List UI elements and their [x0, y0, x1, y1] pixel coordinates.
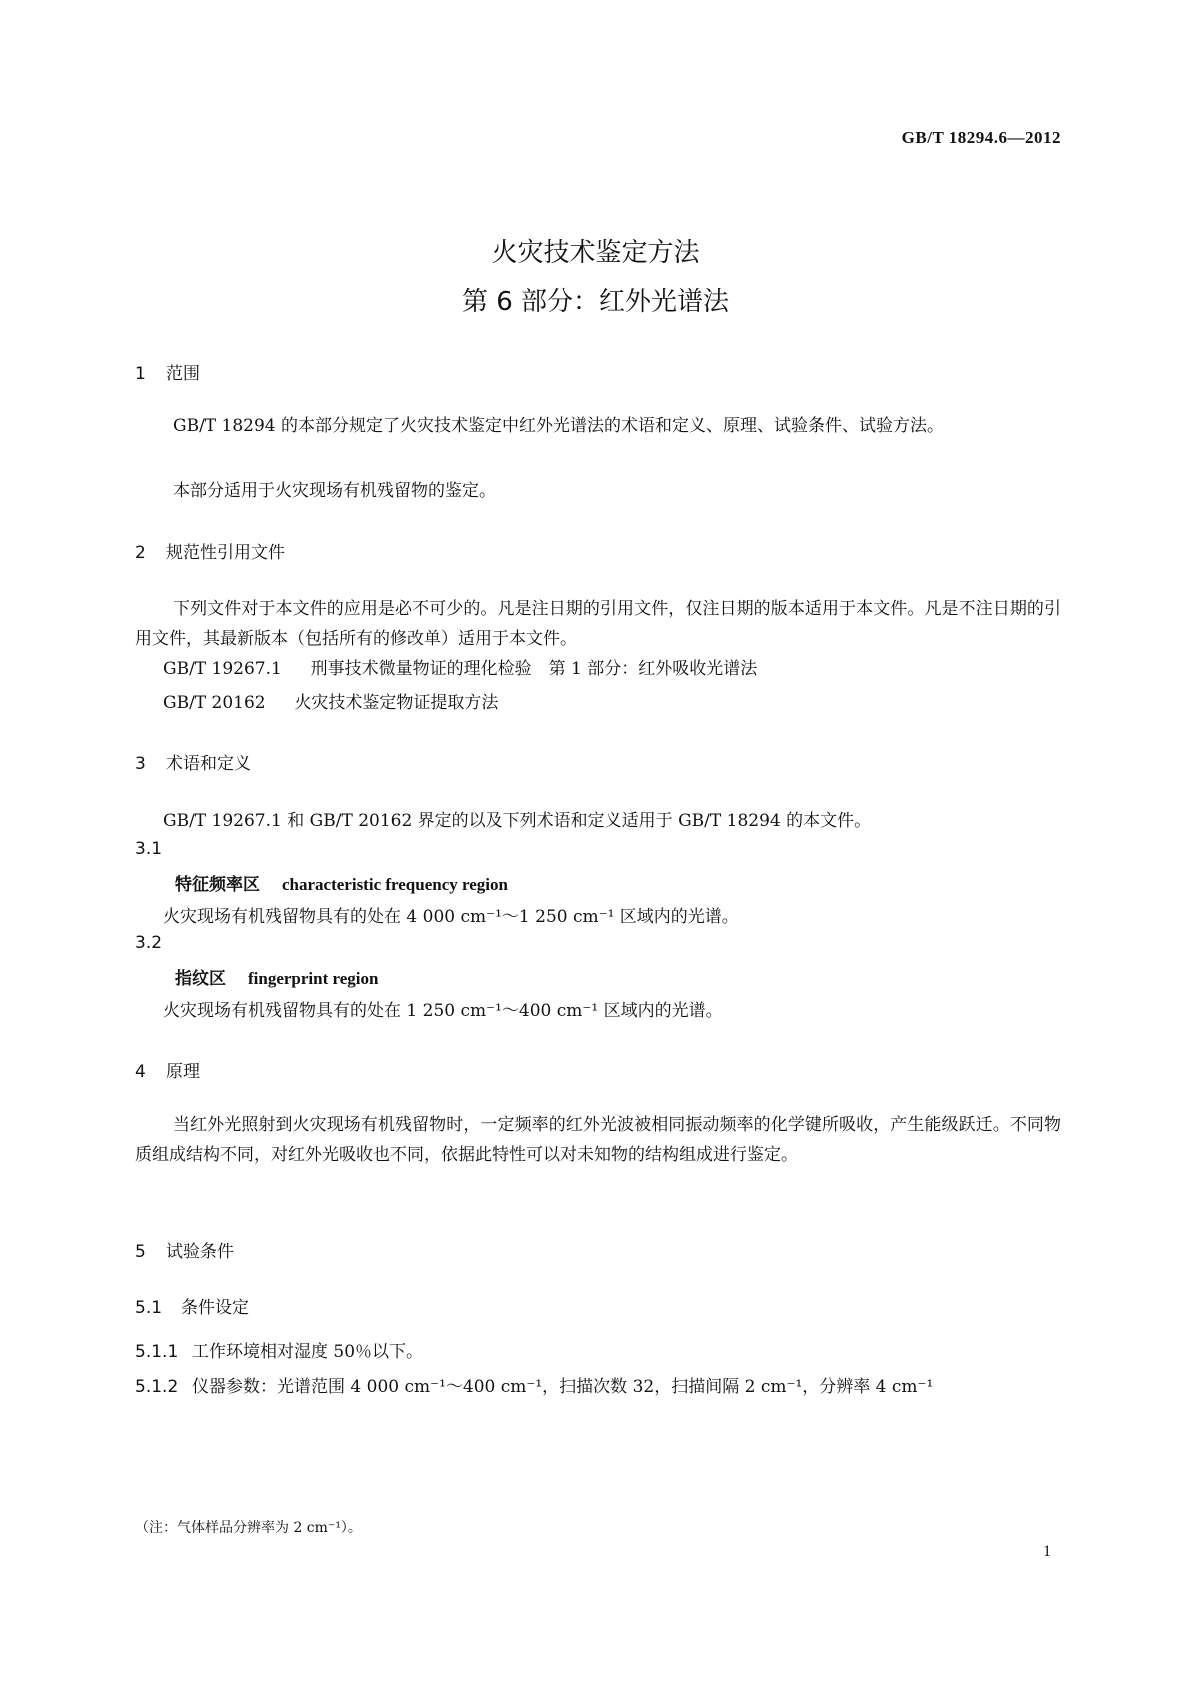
section-heading-test-conditions	[135, 1237, 234, 1262]
term-number: 3.1	[135, 839, 163, 859]
clause-number: 5.1.1	[135, 1342, 179, 1362]
reference-item	[163, 654, 757, 679]
reference-title: 火灾技术鉴定物证提取方法	[294, 693, 499, 713]
section-title: 范围	[166, 364, 200, 384]
term-zh: 特征频率区	[175, 875, 260, 895]
scope-applicability: 本部分适用于火灾现场有机残留物的鉴定。	[173, 481, 496, 501]
reference-code: GB/T 20162	[163, 693, 266, 713]
section-heading-principle	[135, 1057, 200, 1082]
scope-paragraph: GB/T 18294 的本部分规定了火灾技术鉴定中红外光谱法的术语和定义、原理、试验条件、试验方法。	[173, 416, 945, 436]
term-en: characteristic frequency region	[282, 875, 508, 894]
section-number: 4	[135, 1062, 146, 1082]
section-title: 规范性引用文件	[166, 543, 285, 563]
section-number: 1	[135, 364, 146, 384]
section-heading-scope	[135, 359, 200, 384]
clause-text: 工作环境相对湿度 50％以下。	[192, 1342, 424, 1362]
section-number: 3	[135, 754, 146, 774]
section-title: 试验条件	[166, 1242, 234, 1262]
term-definition: 火灾现场有机残留物具有的处在 4 000 cm⁻¹～1 250 cm⁻¹ 区域内的光谱。	[163, 907, 739, 927]
term-heading	[175, 964, 378, 989]
term-heading	[175, 870, 508, 895]
clause-text: 仪器参数：光谱范围 4 000 cm⁻¹～400 cm⁻¹，扫描次数 32，扫描间隔 2 cm⁻¹，分辨率 4 cm⁻¹	[192, 1377, 934, 1397]
section-heading-terms	[135, 749, 251, 774]
term-zh: 指纹区	[175, 969, 226, 989]
reference-title: 刑事技术微量物证的理化检验 第 1 部分：红外吸收光谱法	[310, 659, 758, 679]
document-subtitle: 第 6 部分：红外光谱法	[461, 287, 730, 317]
clause-number: 5.1.2	[135, 1377, 179, 1397]
reference-code: GB/T 19267.1	[163, 659, 282, 679]
section-title: 术语和定义	[166, 754, 251, 774]
references-paragraph: 下列文件对于本文件的应用是必不可少的。凡是注日期的引用文件，仅注日期的版本适用于本文件。凡是不注日期的引用文件，其最新版本（包括所有的修改单）适用于本文件。	[135, 599, 1061, 649]
reference-item	[163, 688, 498, 713]
clause-note: （注：气体样品分辨率为 2 cm⁻¹）。	[135, 1520, 362, 1536]
section-number: 2	[135, 543, 146, 563]
subsection-heading-conditions	[135, 1293, 249, 1318]
section-heading-normative-references	[135, 538, 285, 563]
section-number: 5	[135, 1242, 146, 1262]
principle-paragraph: 当红外光照射到火灾现场有机残留物时，一定频率的红外光波被相同振动频率的化学键所吸收，产生能级跃迁。不同物质组成结构不同，对红外光吸收也不同，依据此特性可以对未知物的结构组成进行鉴定。	[135, 1115, 1061, 1165]
term-definition: 火灾现场有机残留物具有的处在 1 250 cm⁻¹～400 cm⁻¹ 区域内的光谱。	[163, 1001, 723, 1021]
clause-5-1-1	[135, 1337, 423, 1362]
term-number: 3.2	[135, 933, 163, 953]
page-number: 1	[1043, 1543, 1051, 1560]
subsection-number: 5.1	[135, 1298, 163, 1318]
section-title: 原理	[166, 1062, 200, 1082]
terms-intro: GB/T 19267.1 和 GB/T 20162 界定的以及下列术语和定义适用于 GB/T 18294 的本文件。	[163, 811, 872, 831]
standard-code: GB/T 18294.6—2012	[901, 128, 1061, 147]
subsection-title: 条件设定	[181, 1298, 249, 1318]
term-en: fingerprint region	[248, 969, 379, 988]
clause-5-1-2	[135, 1372, 933, 1397]
document-title: 火灾技术鉴定方法	[491, 238, 700, 268]
